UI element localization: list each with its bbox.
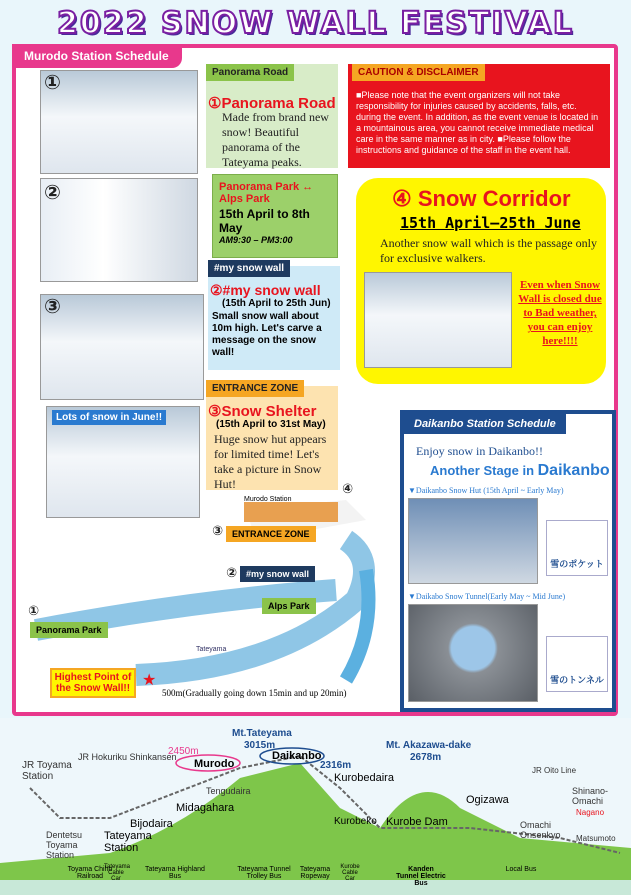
murodo-tab: Murodo Station Schedule <box>12 44 182 68</box>
panorama-road-photo <box>40 70 198 174</box>
daikanbo-hut-photo <box>408 498 538 584</box>
panorama-route: Panorama Park ↔ Alps Park <box>219 181 314 205</box>
murodo-label: Murodo <box>194 758 235 770</box>
tateyama-station: Tateyama Station <box>104 830 152 854</box>
panorama-dates: 15th April to 8th May <box>219 207 310 235</box>
nagano: Nagano <box>576 808 605 817</box>
daikanbo-label: Daikanbo <box>272 750 322 762</box>
transport-8: Local Bus <box>505 866 537 873</box>
daikanbo-tunnel-label: ▼Daikabo Snow Tunnel(Early May ~ Mid June) <box>408 592 566 601</box>
jr-oito: JR Oito Line <box>532 766 577 775</box>
daikanbo-line2a: Another Stage in <box>430 463 538 478</box>
kurobe-dam: Kurobe Dam <box>386 816 448 828</box>
jr-toyama: JR Toyama Station <box>22 760 72 782</box>
map-num-2: ② <box>226 566 238 581</box>
panorama-hours: AM9:30 – PM3:00 <box>219 235 293 245</box>
map-alps-park: Alps Park <box>262 598 316 614</box>
transport-band <box>0 880 631 895</box>
transport-1: Toyama Chiho Railroad <box>67 866 113 880</box>
snow-tunnel-logo: 雪のトンネル <box>546 636 608 692</box>
corridor-dates: 15th April–25th June <box>400 214 581 232</box>
omachi-onsenkyo: Omachi Onsenkyo <box>520 820 561 840</box>
mt-tateyama-height: 3015m <box>244 740 276 751</box>
kurobedaira: Kurobedaira <box>334 772 394 784</box>
mt-akazawa: Mt. Akazawa-dake <box>386 740 472 751</box>
kurobeko: Kurobeko <box>334 816 377 827</box>
map-num-3: ③ <box>212 524 224 539</box>
panorama-road-text: Made from brand new snow! Beautiful panorama of the Tateyama peaks. <box>222 110 329 169</box>
my-snow-wall-text: Small snow wall about 10m high. Let's carve a message on the snow wall! <box>212 311 322 358</box>
transport-5: Tateyama Ropeway <box>299 866 331 880</box>
snow-june-caption: Lots of snow in June!! <box>52 410 166 425</box>
snow-shelter-dates: (15th April to 31st May) <box>216 419 326 430</box>
murodo-station-building <box>244 502 338 522</box>
mt-tateyama: Mt.Tateyama <box>232 728 292 739</box>
highest-point-star-icon: ★ <box>142 672 157 689</box>
transport-2: Tateyama Cable Car <box>104 864 131 882</box>
bijodaira: Bijodaira <box>130 818 173 830</box>
photo-number-1: ① <box>44 70 61 94</box>
map-my-snow-wall: #my snow wall <box>240 566 315 582</box>
daikanbo-tab: Daikanbo Station Schedule <box>404 414 566 434</box>
snow-shelter-heading: ③Snow Shelter <box>208 403 317 420</box>
panorama-road-tag: Panorama Road <box>206 64 294 81</box>
corridor-text: Another snow wall which is the passage only for exclusive walkers. <box>380 236 597 265</box>
page-title: 2022 SNOW WALL FESTIVAL <box>56 6 575 41</box>
map-num-1: ① <box>28 604 40 619</box>
map-station-label: Murodo Station <box>244 496 292 503</box>
transport-7: Kanden Tunnel Electric Bus <box>396 866 446 887</box>
caution-box: ■Please note that the event organizers will not take responsibility for injuries caused by accidents, falls, etc. during the event. In addition, as the event venue is located in a mountainous area, you cannot receive immediate medical care in the same manner as in city. ■Please follow the instructions and guidance of the staff in the event hall. <box>348 64 610 168</box>
transport-6: Kurobe Cable Car <box>340 864 360 882</box>
snow-shelter-photo <box>40 294 204 400</box>
transport-4: Tateyama Tunnel Trolley Bus <box>237 866 291 880</box>
highest-point-label: Highest Point of the Snow Wall!! <box>50 668 136 698</box>
corridor-heading: ④ Snow Corridor <box>392 186 571 211</box>
tengudaira: Tengudaira <box>206 786 251 796</box>
map-entrance-zone: ENTRANCE ZONE <box>226 526 316 542</box>
snow-wall-photo <box>40 178 198 282</box>
map-num-4: ④ <box>342 482 354 497</box>
daikanbo-height: 2316m <box>320 760 352 771</box>
map-tateyama-label: Tateyama <box>196 646 227 653</box>
snow-shelter-text: Huge snow hut appears for limited time! Let's take a picture in Snow Hut! <box>214 432 327 491</box>
matsumoto: Matsumoto <box>576 834 616 843</box>
corridor-note: Even when Snow Wall is closed due to Bad weather, you can enjoy here!!!! <box>518 279 602 347</box>
snow-pocket-logo: 雪のポケット <box>546 520 608 576</box>
caution-tag: CAUTION & DISCLAIMER <box>352 64 485 81</box>
map-panorama-park: Panorama Park <box>30 622 108 638</box>
transport-3: Tateyama Highland Bus <box>145 866 205 880</box>
daikanbo-line2 <box>430 462 610 480</box>
daikanbo-hut-label: ▼Daikanbo Snow Hut (15th April ~ Early May) <box>408 486 564 495</box>
midagahara: Midagahara <box>176 802 235 814</box>
shinano-omachi: Shinano-Omachi <box>572 786 609 806</box>
daikanbo-tunnel-photo <box>408 604 538 702</box>
daikanbo-line2b: Daikanbo <box>537 462 610 479</box>
daikanbo-line1: Enjoy snow in Daikanbo!! <box>416 444 543 458</box>
murodo-height: 2450m <box>168 746 199 757</box>
my-snow-wall-tag: #my snow wall <box>208 260 290 277</box>
my-snow-wall-heading: ②#my snow wall <box>210 282 321 298</box>
my-snow-wall-dates: (15th April to 25th Jun) <box>222 298 331 309</box>
panorama-schedule <box>212 174 338 258</box>
ogizawa: Ogizawa <box>466 794 509 806</box>
photo-number-3: ③ <box>44 294 61 318</box>
dentetsu-toyama: Dentetsu Toyama Station <box>46 830 83 860</box>
map-walk-note: 500m(Gradually going down 15min and up 20min) <box>162 688 347 698</box>
photo-number-2: ② <box>44 180 61 204</box>
snow-shelter-tag: ENTRANCE ZONE <box>206 380 304 397</box>
jr-hokuriku: JR Hokuriku Shinkansen <box>78 752 177 762</box>
panorama-road-heading: ①Panorama Road <box>208 95 336 112</box>
mt-akazawa-height: 2678m <box>410 752 442 763</box>
corridor-photo <box>364 272 512 368</box>
